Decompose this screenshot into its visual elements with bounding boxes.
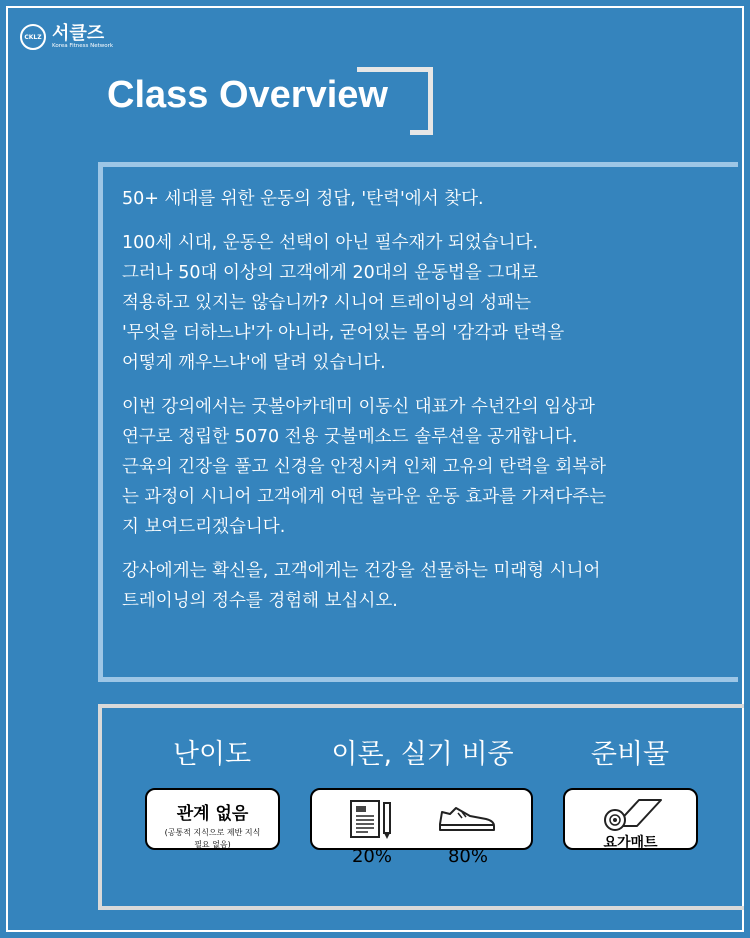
yoga-mat-icon	[601, 796, 665, 832]
difficulty-value: 관계 없음	[176, 804, 249, 824]
ratio-card	[310, 788, 533, 867]
title-bracket-bottom	[410, 130, 433, 135]
theory-percentage: 20%	[351, 846, 392, 867]
sneaker-icon	[436, 804, 498, 834]
difficulty-heading: 난이도	[172, 739, 252, 770]
overview-paragraph: 50+ 세대를 위한 운동의 정답, '탄력'에서 찾다.	[122, 189, 484, 209]
supplies-heading: 준비물	[590, 739, 670, 770]
title-bracket-top	[357, 67, 433, 72]
page-title: Class Overview	[107, 74, 388, 116]
brand-logo	[20, 24, 113, 50]
overview-paragraph: 100세 시대, 운동은 선택이 아닌 필수재가 되었습니다. 그러나 50대 이상의 고객에게 20대의 운동법을 그대로 적용하고 있지는 않습니까? 시니어 트레이닝의 성패는 '무엇을 더하느냐'가 아니라, 굳어있는 몸의 '감각과 탄력을 어떻게 깨우느냐'에 달려 있습니다.	[122, 233, 565, 373]
supplies-value: 요가매트	[603, 835, 658, 851]
difficulty-card	[145, 788, 280, 850]
document-pen-icon	[348, 799, 396, 841]
ratio-heading: 이론, 실기 비중	[331, 739, 514, 770]
overview-text	[122, 184, 722, 630]
logo-tagline: Korea Fitness Network	[52, 42, 114, 49]
logo-name: 서클즈	[52, 22, 105, 44]
logo-badge: CKLZ	[20, 24, 46, 50]
overview-paragraph: 이번 강의에서는 굿볼아카데미 이동신 대표가 수년간의 임상과 연구로 정립한 5070 전용 굿볼메소드 솔루션을 공개합니다. 근육의 긴장을 풀고 신경을 안정시켜 인체 고유의 탄력을 회복하 는 과정이 시니어 고객에게 어떤 놀라운 운동 효과를 가져다주는 지 보여드리겠습니다.	[122, 397, 607, 537]
difficulty-note: (공통적 지식으로 제반 지식 필요 없음)	[164, 828, 261, 849]
supplies-card	[563, 788, 698, 850]
practice-percentage: 80%	[447, 846, 488, 867]
overview-paragraph: 강사에게는 확신을, 고객에게는 건강을 선물하는 미래형 시니어 트레이닝의 정수를 경험해 보십시오.	[122, 561, 601, 611]
title-bracket-side	[428, 67, 433, 135]
